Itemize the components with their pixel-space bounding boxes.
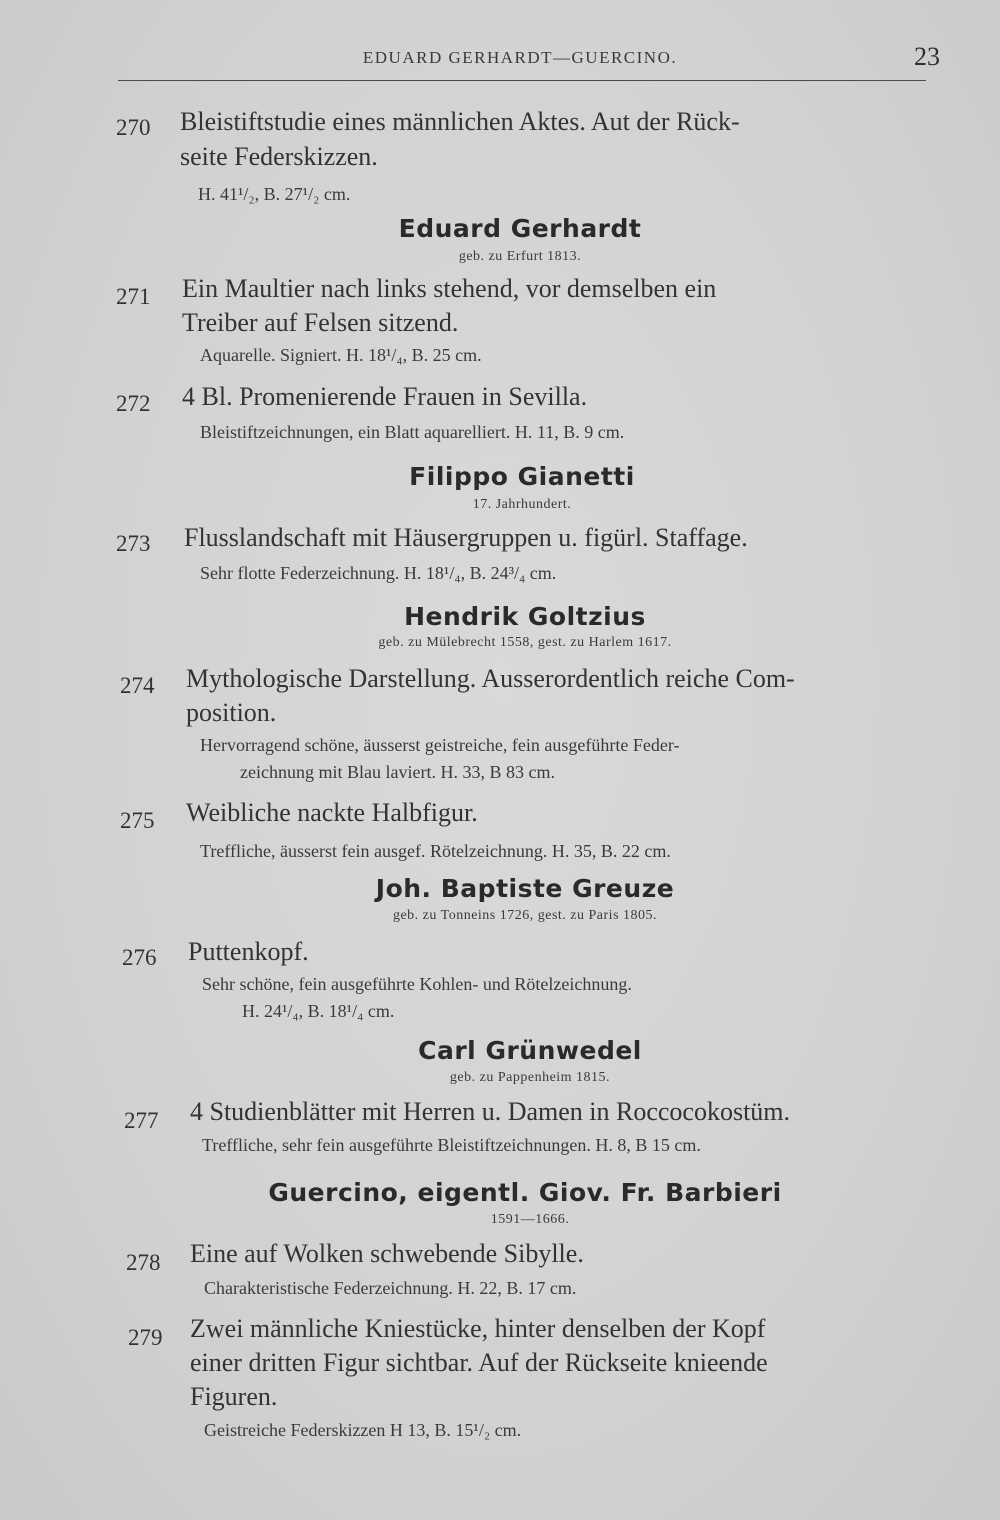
lot-note-271: Aquarelle. Signiert. H. 18¹/₄, B. 25 cm. [200,345,482,365]
lot-note-279: Geistreiche Federskizzen H 13, B. 15¹/₂ cm. [204,1420,522,1440]
artist-dates-gianetti: 17. Jahrhundert. [472,497,572,512]
lot-title-274-line2: position. [186,698,277,727]
lot-note-276-line2: H. 24¹/₄, B. 18¹/₄ cm. [242,1001,395,1021]
lot-title-272: 4 Bl. Promenierende Frauen in Sevilla. [182,382,588,411]
lot-note-275: Treffliche, äusserst fein ausgef. Rötelzeichnung. H. 35, B. 22 cm. [200,841,671,861]
artist-name-gerhardt: Eduard Gerhardt [398,214,642,243]
lot-number-270: 270 [116,115,151,140]
lot-number-276: 276 [122,945,157,970]
lot-title-278: Eine auf Wolken schwebende Sibylle. [190,1239,584,1268]
artist-dates-gruenwedel: geb. zu Pappenheim 1815. [449,1070,611,1085]
lot-number-273: 273 [116,531,151,556]
artist-name-goltzius: Hendrik Goltzius [404,602,646,631]
lot-title-279-line1: Zwei männliche Kniestücke, hinter denselben der Kopf [190,1314,766,1343]
artist-name-gianetti: Filippo Gianetti [409,462,635,491]
lot-note-276-line1: Sehr schöne, fein ausgeführte Kohlen- und Rötelzeichnung. [202,974,632,994]
lot-title-271-line2: Treiber auf Felsen sitzend. [182,308,459,337]
lot-note-274-line1: Hervorragend schöne, äusserst geistreiche, fein ausgeführte Feder- [200,735,680,755]
lot-number-275: 275 [120,808,155,833]
lot-number-277: 277 [124,1108,159,1133]
lot-note-278: Charakteristische Federzeichnung. H. 22, B. 17 cm. [204,1278,577,1298]
lot-number-279: 279 [128,1325,163,1350]
lot-number-278: 278 [126,1250,161,1275]
lot-title-275: Weibliche nackte Halbfigur. [186,798,478,827]
lot-title-270-line1: Bleistiftstudie eines männlichen Aktes. Aut der Rück- [180,107,740,136]
lot-number-271: 271 [116,284,151,309]
lot-title-274-line1: Mythologische Darstellung. Ausserordentlich reiche Com- [186,664,795,693]
artist-dates-guercino: 1591—1666. [490,1212,570,1227]
lot-note-277: Treffliche, sehr fein ausgeführte Bleistiftzeichnungen. H. 8, B 15 cm. [202,1135,701,1155]
lot-number-272: 272 [116,391,151,416]
artist-dates-goltzius: geb. zu Mülebrecht 1558, gest. zu Harlem 1617. [378,635,672,650]
artist-dates-greuze: geb. zu Tonneins 1726, gest. zu Paris 1805. [392,908,658,923]
lot-title-270-line2: seite Federskizzen. [180,142,378,171]
lot-title-279-line2: einer dritten Figur sichtbar. Auf der Rückseite knieende [190,1348,768,1377]
header-rule [118,80,926,81]
lot-title-279-line3: Figuren. [190,1382,278,1411]
lot-title-273: Flusslandschaft mit Häusergruppen u. figürl. Staffage. [184,523,748,552]
lot-title-271-line1: Ein Maultier nach links stehend, vor demselben ein [182,274,717,303]
running-header: EDUARD GERHARDT—GUERCINO. [362,48,678,67]
lot-title-276: Puttenkopf. [188,937,309,966]
lot-note-270: H. 41¹/₂, B. 27¹/₂ cm. [198,184,351,204]
lot-note-273: Sehr flotte Federzeichnung. H. 18¹/₄, B. 24³/₄ cm. [200,563,557,583]
lot-note-274-line2: zeichnung mit Blau laviert. H. 33, B 83 cm. [240,762,555,782]
artist-name-greuze: Joh. Baptiste Greuze [375,874,675,903]
artist-name-guercino: Guercino, eigentl. Giov. Fr. Barbieri [268,1178,782,1207]
page-number: 23 [914,42,940,71]
artist-name-gruenwedel: Carl Grünwedel [418,1036,642,1065]
lot-note-272: Bleistiftzeichnungen, ein Blatt aquarelliert. H. 11, B. 9 cm. [200,422,625,442]
lot-title-277: 4 Studienblätter mit Herren u. Damen in Roccocokostüm. [190,1097,791,1126]
lot-number-274: 274 [120,673,155,698]
artist-dates-gerhardt: geb. zu Erfurt 1813. [458,249,582,264]
